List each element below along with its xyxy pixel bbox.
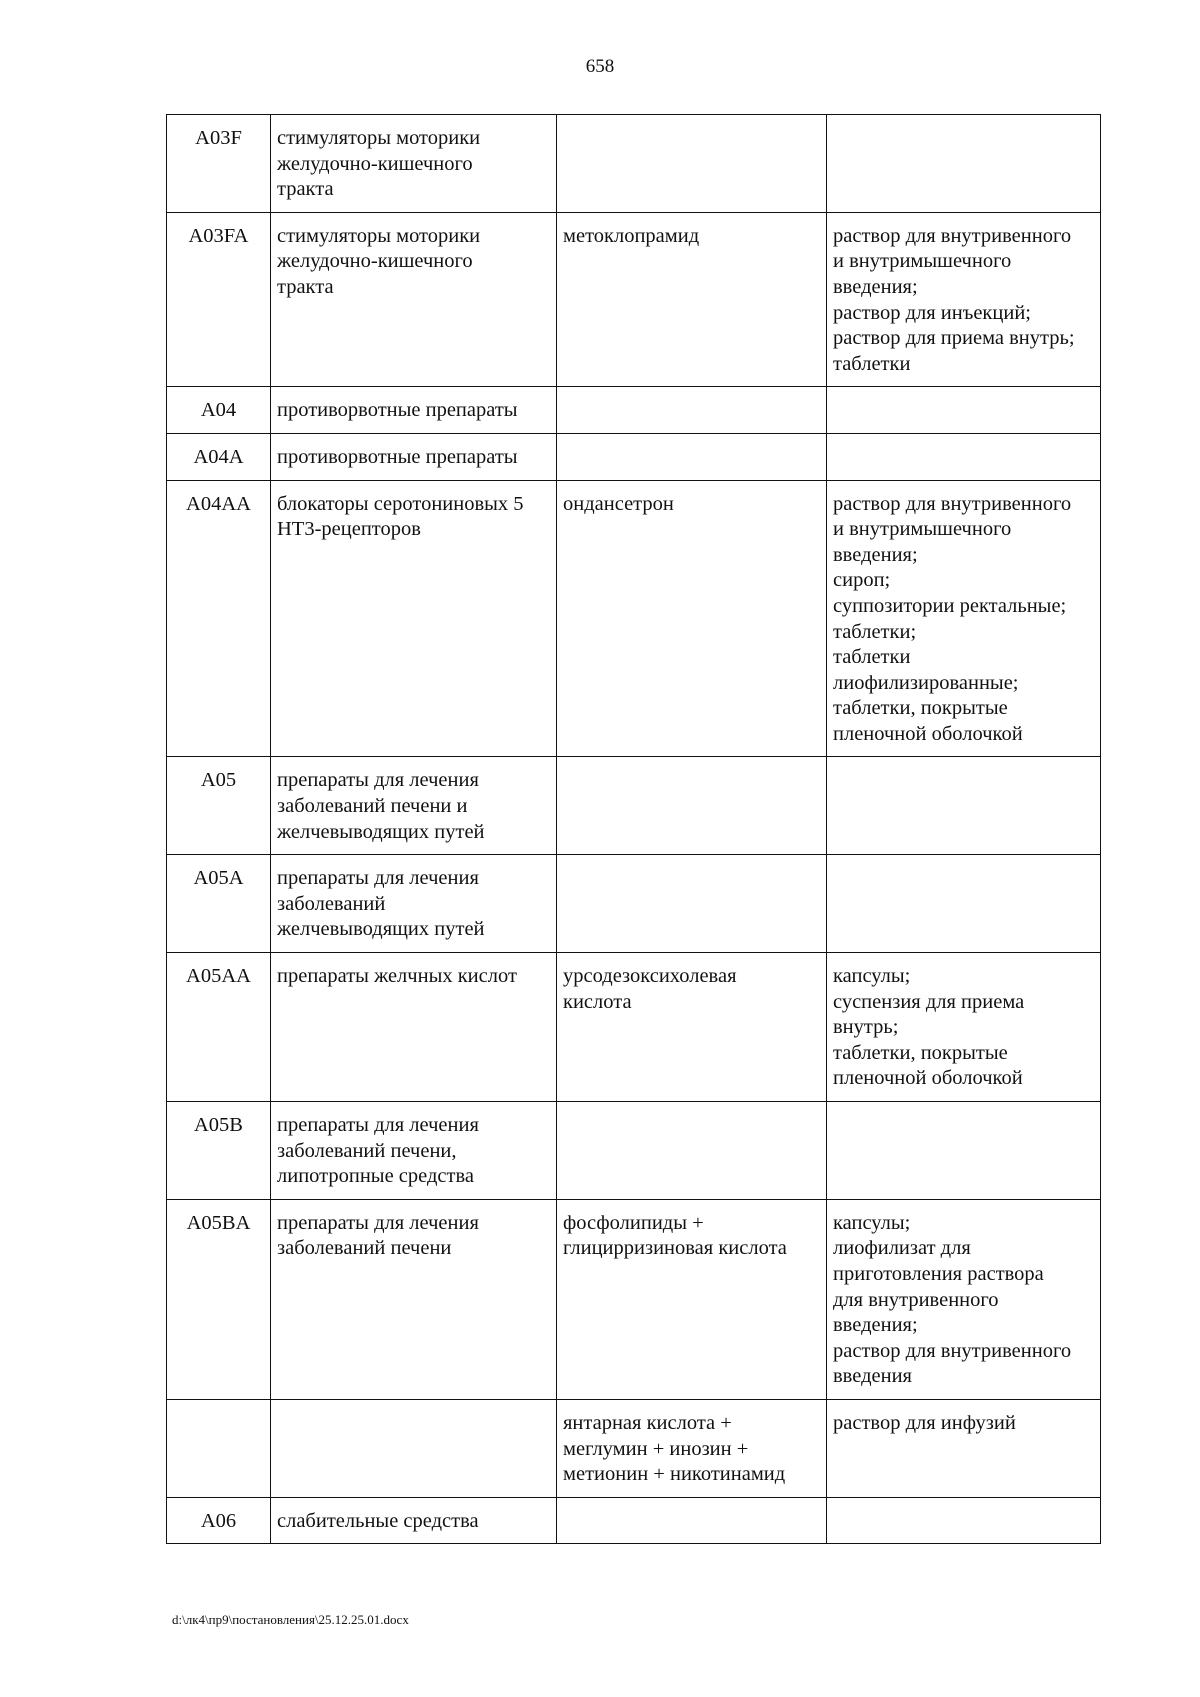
drug-name-cell bbox=[557, 953, 827, 1102]
dosage-form-line: суспензия для приема bbox=[833, 990, 1025, 1013]
pharmacological-group-cell bbox=[271, 1102, 557, 1200]
drug-name-cell bbox=[557, 1199, 827, 1399]
dosage-form-line: таблетки, покрытые bbox=[833, 697, 1008, 720]
dosage-form-cell bbox=[827, 1399, 1101, 1497]
pharmacological-group-line: тракта bbox=[277, 178, 334, 201]
drug-name-cell bbox=[557, 212, 827, 387]
pharmacological-group-line: заболеваний bbox=[277, 892, 386, 915]
pharmacological-group-line: препараты для лечения bbox=[277, 867, 479, 890]
pharmacological-group-cell bbox=[271, 855, 557, 953]
pharmacological-group-line: желчевыводящих путей bbox=[277, 820, 485, 843]
dosage-form-line: введения; bbox=[833, 543, 918, 566]
drug-name-line: метоклопрамид bbox=[563, 224, 700, 247]
drug-name-line: метионин + никотинамид bbox=[563, 1463, 786, 1486]
atc-code-cell bbox=[167, 1399, 271, 1497]
table-row bbox=[167, 1399, 1101, 1497]
atc-code-cell: A04 bbox=[167, 387, 271, 434]
pharmacological-group-line: заболеваний печени bbox=[277, 1237, 452, 1260]
atc-code-cell: A05AA bbox=[167, 953, 271, 1102]
drug-name-cell bbox=[557, 1102, 827, 1200]
atc-code-cell: A04A bbox=[167, 433, 271, 480]
atc-code-cell: A05 bbox=[167, 757, 271, 855]
pharmacological-group-line: противорвотные препараты bbox=[277, 445, 518, 468]
pharmacological-group-cell bbox=[271, 387, 557, 434]
dosage-form-line: раствор для внутривенного bbox=[833, 1339, 1072, 1362]
drug-name-line: глицирризиновая кислота bbox=[563, 1237, 787, 1260]
dosage-form-line: лиофилизированные; bbox=[833, 671, 1019, 694]
pharmacological-group-line: заболеваний печени и bbox=[277, 795, 468, 818]
atc-code-cell: A04AA bbox=[167, 480, 271, 757]
pharmacological-group-line: блокаторы серотониновых 5 bbox=[277, 492, 524, 515]
pharmacological-group-line: препараты для лечения bbox=[277, 1114, 479, 1136]
table-row bbox=[167, 115, 1101, 213]
dosage-form-line: раствор для инъекций; bbox=[833, 301, 1031, 324]
footer-file-path: d:\лк4\пр9\постановления\25.12.25.01.docx bbox=[172, 1612, 409, 1627]
table-row bbox=[167, 1199, 1101, 1399]
pharmacological-group-line: препараты желчных кислот bbox=[277, 965, 517, 988]
pharmacological-group-cell bbox=[271, 212, 557, 387]
dosage-form-line: пленочной оболочкой bbox=[833, 722, 1023, 745]
atc-code-cell: A03F bbox=[167, 115, 271, 213]
pharmacological-group-line: липотропные средства bbox=[277, 1165, 474, 1188]
dosage-form-line: раствор для приема внутрь; bbox=[833, 327, 1075, 350]
dosage-form-line: таблетки bbox=[833, 646, 911, 669]
pharmacological-group-cell bbox=[271, 115, 557, 213]
dosage-form-line: таблетки; bbox=[833, 620, 917, 643]
pharmacological-group-line: заболеваний печени, bbox=[277, 1139, 457, 1162]
dosage-form-line: капсулы; bbox=[833, 965, 911, 988]
dosage-form-cell bbox=[827, 855, 1101, 953]
dosage-form-cell bbox=[827, 757, 1101, 855]
page-number: 658 bbox=[585, 56, 615, 77]
drug-name-line: фосфолипиды + bbox=[563, 1211, 704, 1234]
table-row bbox=[167, 480, 1101, 757]
pharmacological-group-cell bbox=[271, 1399, 557, 1497]
dosage-form-line: и внутримышечного bbox=[833, 250, 1012, 273]
drug-name-line: урсодезоксихолевая bbox=[563, 965, 737, 988]
pharmacological-group-line: стимуляторы моторики bbox=[277, 224, 481, 247]
dosage-form-line: приготовления раствора bbox=[833, 1262, 1044, 1285]
drug-name-cell bbox=[557, 1399, 827, 1497]
atc-code-cell: A03FA bbox=[167, 212, 271, 387]
dosage-form-line: таблетки, покрытые bbox=[833, 1041, 1008, 1064]
table-row bbox=[167, 1497, 1101, 1544]
drug-name-cell bbox=[557, 1497, 827, 1544]
dosage-form-line: введения; bbox=[833, 1314, 918, 1337]
pharmacological-group-cell bbox=[271, 757, 557, 855]
dosage-form-line: капсулы; bbox=[833, 1211, 911, 1234]
dosage-form-line: раствор для внутривенного bbox=[833, 224, 1072, 247]
table-row bbox=[167, 212, 1101, 387]
dosage-form-line: суппозитории ректальные; bbox=[833, 594, 1067, 617]
atc-code-cell: A05A bbox=[167, 855, 271, 953]
dosage-form-cell bbox=[827, 953, 1101, 1102]
pharmacological-group-line: НТ3-рецепторов bbox=[277, 518, 421, 541]
table-row bbox=[167, 433, 1101, 480]
pharmacological-group-line: препараты для лечения bbox=[277, 769, 479, 792]
dosage-form-line: внутрь; bbox=[833, 1016, 899, 1039]
drug-name-cell bbox=[557, 387, 827, 434]
pharmacological-group-cell bbox=[271, 953, 557, 1102]
dosage-form-cell bbox=[827, 1497, 1101, 1544]
table-row bbox=[167, 953, 1101, 1102]
pharmacological-group-cell bbox=[271, 433, 557, 480]
dosage-form-cell bbox=[827, 1199, 1101, 1399]
dosage-form-line: и внутримышечного bbox=[833, 518, 1012, 541]
dosage-form-line: сироп; bbox=[833, 569, 891, 592]
dosage-form-cell bbox=[827, 212, 1101, 387]
drug-name-cell bbox=[557, 757, 827, 855]
dosage-form-cell bbox=[827, 387, 1101, 434]
drug-name-cell bbox=[557, 855, 827, 953]
pharmacological-group-line: слабительные средства bbox=[277, 1509, 479, 1532]
pharmacological-group-line: желчевыводящих путей bbox=[277, 918, 485, 941]
dosage-form-cell bbox=[827, 433, 1101, 480]
drug-name-cell bbox=[557, 433, 827, 480]
atc-code-cell: A05BA bbox=[167, 1199, 271, 1399]
dosage-form-line: раствор для инфузий bbox=[833, 1411, 1016, 1434]
drug-name-line: кислота bbox=[563, 990, 632, 1013]
pharmacological-group-line: желудочно-кишечного bbox=[277, 250, 473, 273]
dosage-form-line: для внутривенного bbox=[833, 1288, 999, 1311]
atc-code-cell: A06 bbox=[167, 1497, 271, 1544]
pharmacological-group-line: желудочно-кишечного bbox=[277, 152, 473, 175]
pharmacological-group-line: тракта bbox=[277, 275, 334, 298]
drug-name-line: ондансетрон bbox=[563, 492, 674, 515]
atc-code-cell: A05B bbox=[167, 1102, 271, 1200]
dosage-form-line: введения; bbox=[833, 275, 918, 298]
pharmacological-group-cell bbox=[271, 1497, 557, 1544]
drug-name-line: янтарная кислота + bbox=[563, 1411, 732, 1434]
pharmacological-group-line: противорвотные препараты bbox=[277, 399, 518, 422]
drug-table bbox=[166, 114, 1101, 1544]
table-row bbox=[167, 757, 1101, 855]
table-body bbox=[167, 115, 1101, 1544]
dosage-form-line: введения bbox=[833, 1365, 912, 1388]
drug-name-cell bbox=[557, 480, 827, 757]
table-row bbox=[167, 855, 1101, 953]
table-row bbox=[167, 1102, 1101, 1200]
pharmacological-group-cell bbox=[271, 1199, 557, 1399]
pharmacological-group-line: стимуляторы моторики bbox=[277, 127, 481, 149]
dosage-form-line: лиофилизат для bbox=[833, 1237, 971, 1260]
pharmacological-group-line: препараты для лечения bbox=[277, 1211, 479, 1234]
dosage-form-line: таблетки bbox=[833, 352, 911, 375]
dosage-form-line: пленочной оболочкой bbox=[833, 1067, 1023, 1090]
dosage-form-cell bbox=[827, 1102, 1101, 1200]
dosage-form-cell bbox=[827, 480, 1101, 757]
drug-name-line: меглумин + инозин + bbox=[563, 1437, 749, 1460]
pharmacological-group-cell bbox=[271, 480, 557, 757]
dosage-form-cell bbox=[827, 115, 1101, 213]
table-row bbox=[167, 387, 1101, 434]
drug-name-cell bbox=[557, 115, 827, 213]
dosage-form-line: раствор для внутривенного bbox=[833, 492, 1072, 515]
